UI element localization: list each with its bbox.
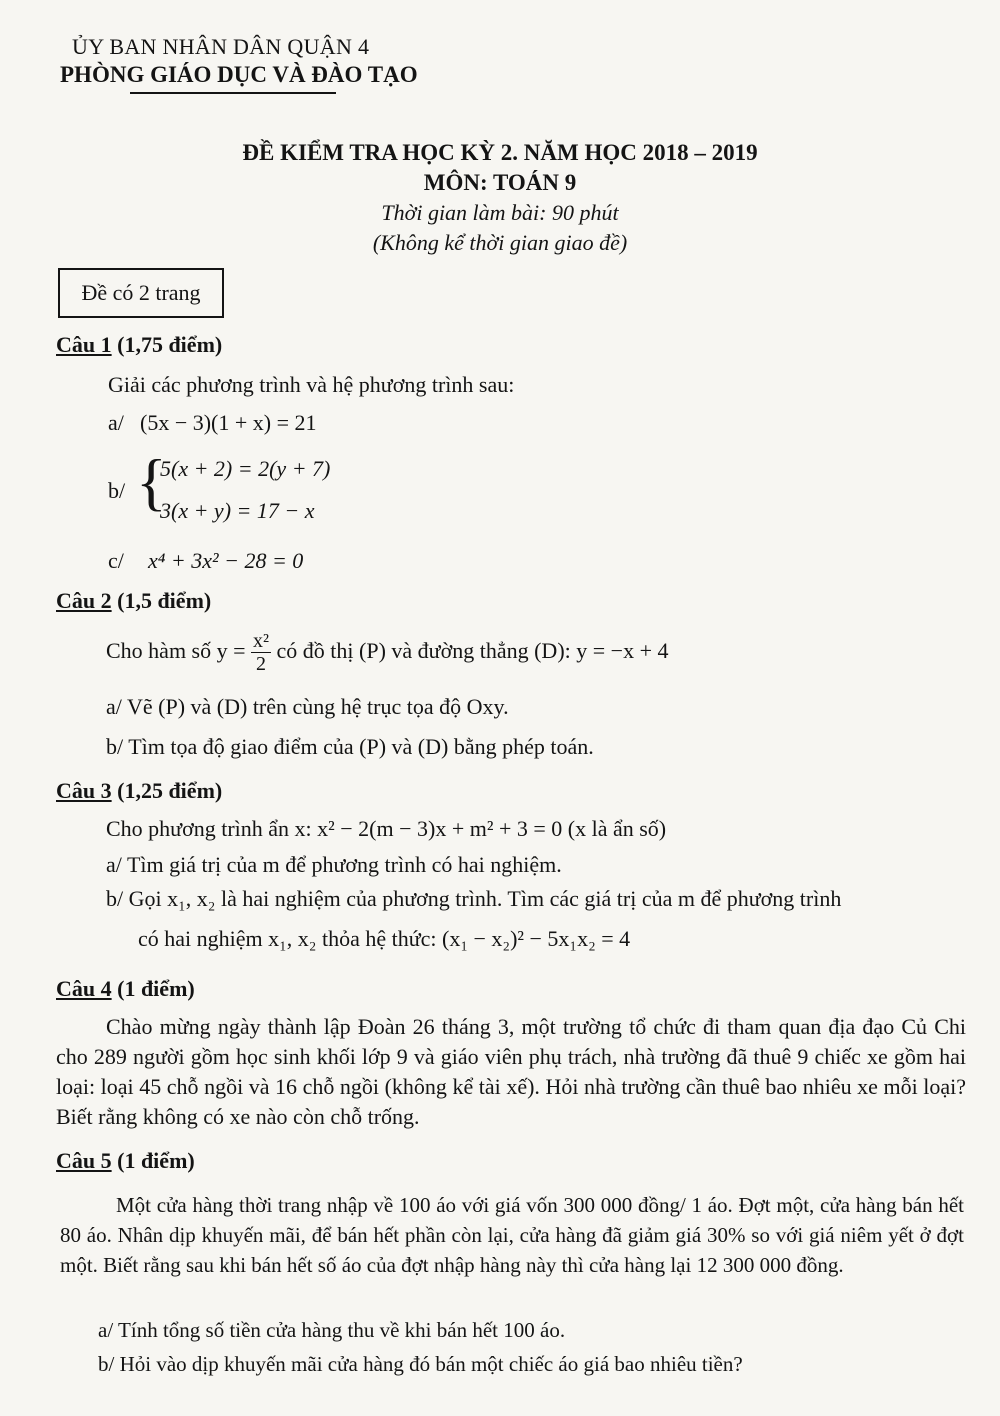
- q2-label: Câu 2: [56, 588, 112, 613]
- q1-c-equation: x⁴ + 3x² − 28 = 0: [148, 548, 304, 573]
- q3-heading: [56, 778, 222, 804]
- q1-b-equation-2: 3(x + y) = 17 − x: [160, 498, 315, 523]
- q3-b-line-1: b/ Gọi x₁, x₂ là hai nghiệm của phương trình. Tìm các giá trị của m để phương trình: [106, 886, 842, 911]
- q3-points: (1,25 điểm): [111, 778, 223, 803]
- q3-intro: Cho phương trình ẩn x: x² − 2(m − 3)x + m² + 3 = 0 (x là ẩn số): [106, 816, 667, 841]
- q2-fraction-numerator: x²: [253, 630, 270, 653]
- q3-a: a/ Tìm giá trị của m để phương trình có hai nghiệm.: [106, 852, 562, 877]
- q5-label: Câu 5: [56, 1148, 112, 1173]
- q5-a: a/ Tính tổng số tiền cửa hàng thu về khi bán hết 100 áo.: [98, 1318, 566, 1342]
- q1-b-equation-1: 5(x + 2) = 2(y + 7): [160, 456, 331, 481]
- page-count-box: Đề có 2 trang: [58, 268, 224, 318]
- exam-subject: MÔN: TOÁN 9: [423, 170, 577, 195]
- exam-note: (Không kể thời gian giao đề): [372, 230, 628, 255]
- q5-text: Một cửa hàng thời trang nhập về 100 áo với giá vốn 300 000 đồng/ 1 áo. Đợt một, cửa hàng bán hết 80 áo. Nhân dịp khuyến mãi, để bán hết phần còn lại, cửa hàng đã giảm giá 30% so với giá niêm yết ở đợt một. Biết rằng sau khi bán hết số áo của đợt nhập hàng này thì cửa hàng lại 12 300 000 đồng.: [60, 1193, 964, 1277]
- q1-c-label: c/: [108, 548, 124, 573]
- q4-label: Câu 4: [56, 976, 112, 1001]
- q1-a-label: a/: [108, 410, 124, 435]
- q4-text: Chào mừng ngày thành lập Đoàn 26 tháng 3, một trường tổ chức đi tham quan địa đạo Củ Chi cho 289 người gồm học sinh khối lớp 9 và giáo viên phụ trách, nhà trường đã thuê 9 chiếc xe gồm hai loại: loại 45 chỗ ngồi và 16 chỗ ngồi (không kể tài xế). Hỏi nhà trường cần thuê bao nhiêu xe mỗi loại? Biết rằng không có xe nào còn chỗ trống.: [56, 1014, 966, 1129]
- q2-heading: [56, 588, 211, 614]
- exam-time: Thời gian làm bài: 90 phút: [381, 200, 619, 225]
- q3-b-line-2: có hai nghiệm x₁, x₂ thỏa hệ thức: (x₁ − x₂)² − 5x₁x₂ = 4: [138, 926, 631, 951]
- q1-label: Câu 1: [56, 332, 112, 357]
- q2-a: a/ Vẽ (P) và (D) trên cùng hệ trục tọa độ Oxy.: [106, 694, 509, 719]
- q5-heading: [56, 1148, 195, 1174]
- q2-intro-post: có đồ thị (P) và đường thẳng (D): y = −x + 4: [276, 638, 669, 663]
- system-brace: {: [136, 446, 167, 517]
- org-line-2: PHÒNG GIÁO DỤC VÀ ĐÀO TẠO: [60, 62, 418, 87]
- q2-fraction-denominator: 2: [256, 653, 267, 676]
- q1-heading: [56, 332, 222, 358]
- q2-points: (1,5 điểm): [111, 588, 212, 613]
- q5-b: b/ Hỏi vào dịp khuyến mãi cửa hàng đó bán một chiếc áo giá bao nhiêu tiền?: [98, 1352, 743, 1376]
- q4-heading: [56, 976, 195, 1002]
- q2-intro-pre: Cho hàm số y =: [106, 638, 246, 663]
- q1-b-label: b/: [108, 478, 126, 503]
- org-line-1: ỦY BAN NHÂN DÂN QUẬN 4: [72, 34, 370, 59]
- q5-points: (1 điểm): [111, 1148, 195, 1173]
- q1-points: (1,75 điểm): [111, 332, 223, 357]
- org-underline: [130, 92, 336, 94]
- q2-b: b/ Tìm tọa độ giao điểm của (P) và (D) bằng phép toán.: [106, 734, 594, 759]
- q1-intro: Giải các phương trình và hệ phương trình sau:: [108, 372, 515, 397]
- q4-points: (1 điểm): [111, 976, 195, 1001]
- q1-a-equation: (5x − 3)(1 + x) = 21: [140, 410, 317, 435]
- q3-label: Câu 3: [56, 778, 112, 803]
- exam-title: ĐỀ KIỂM TRA HỌC KỲ 2. NĂM HỌC 2018 – 2019: [242, 140, 758, 165]
- q2-intro: [106, 626, 668, 676]
- q2-fraction: [251, 630, 271, 675]
